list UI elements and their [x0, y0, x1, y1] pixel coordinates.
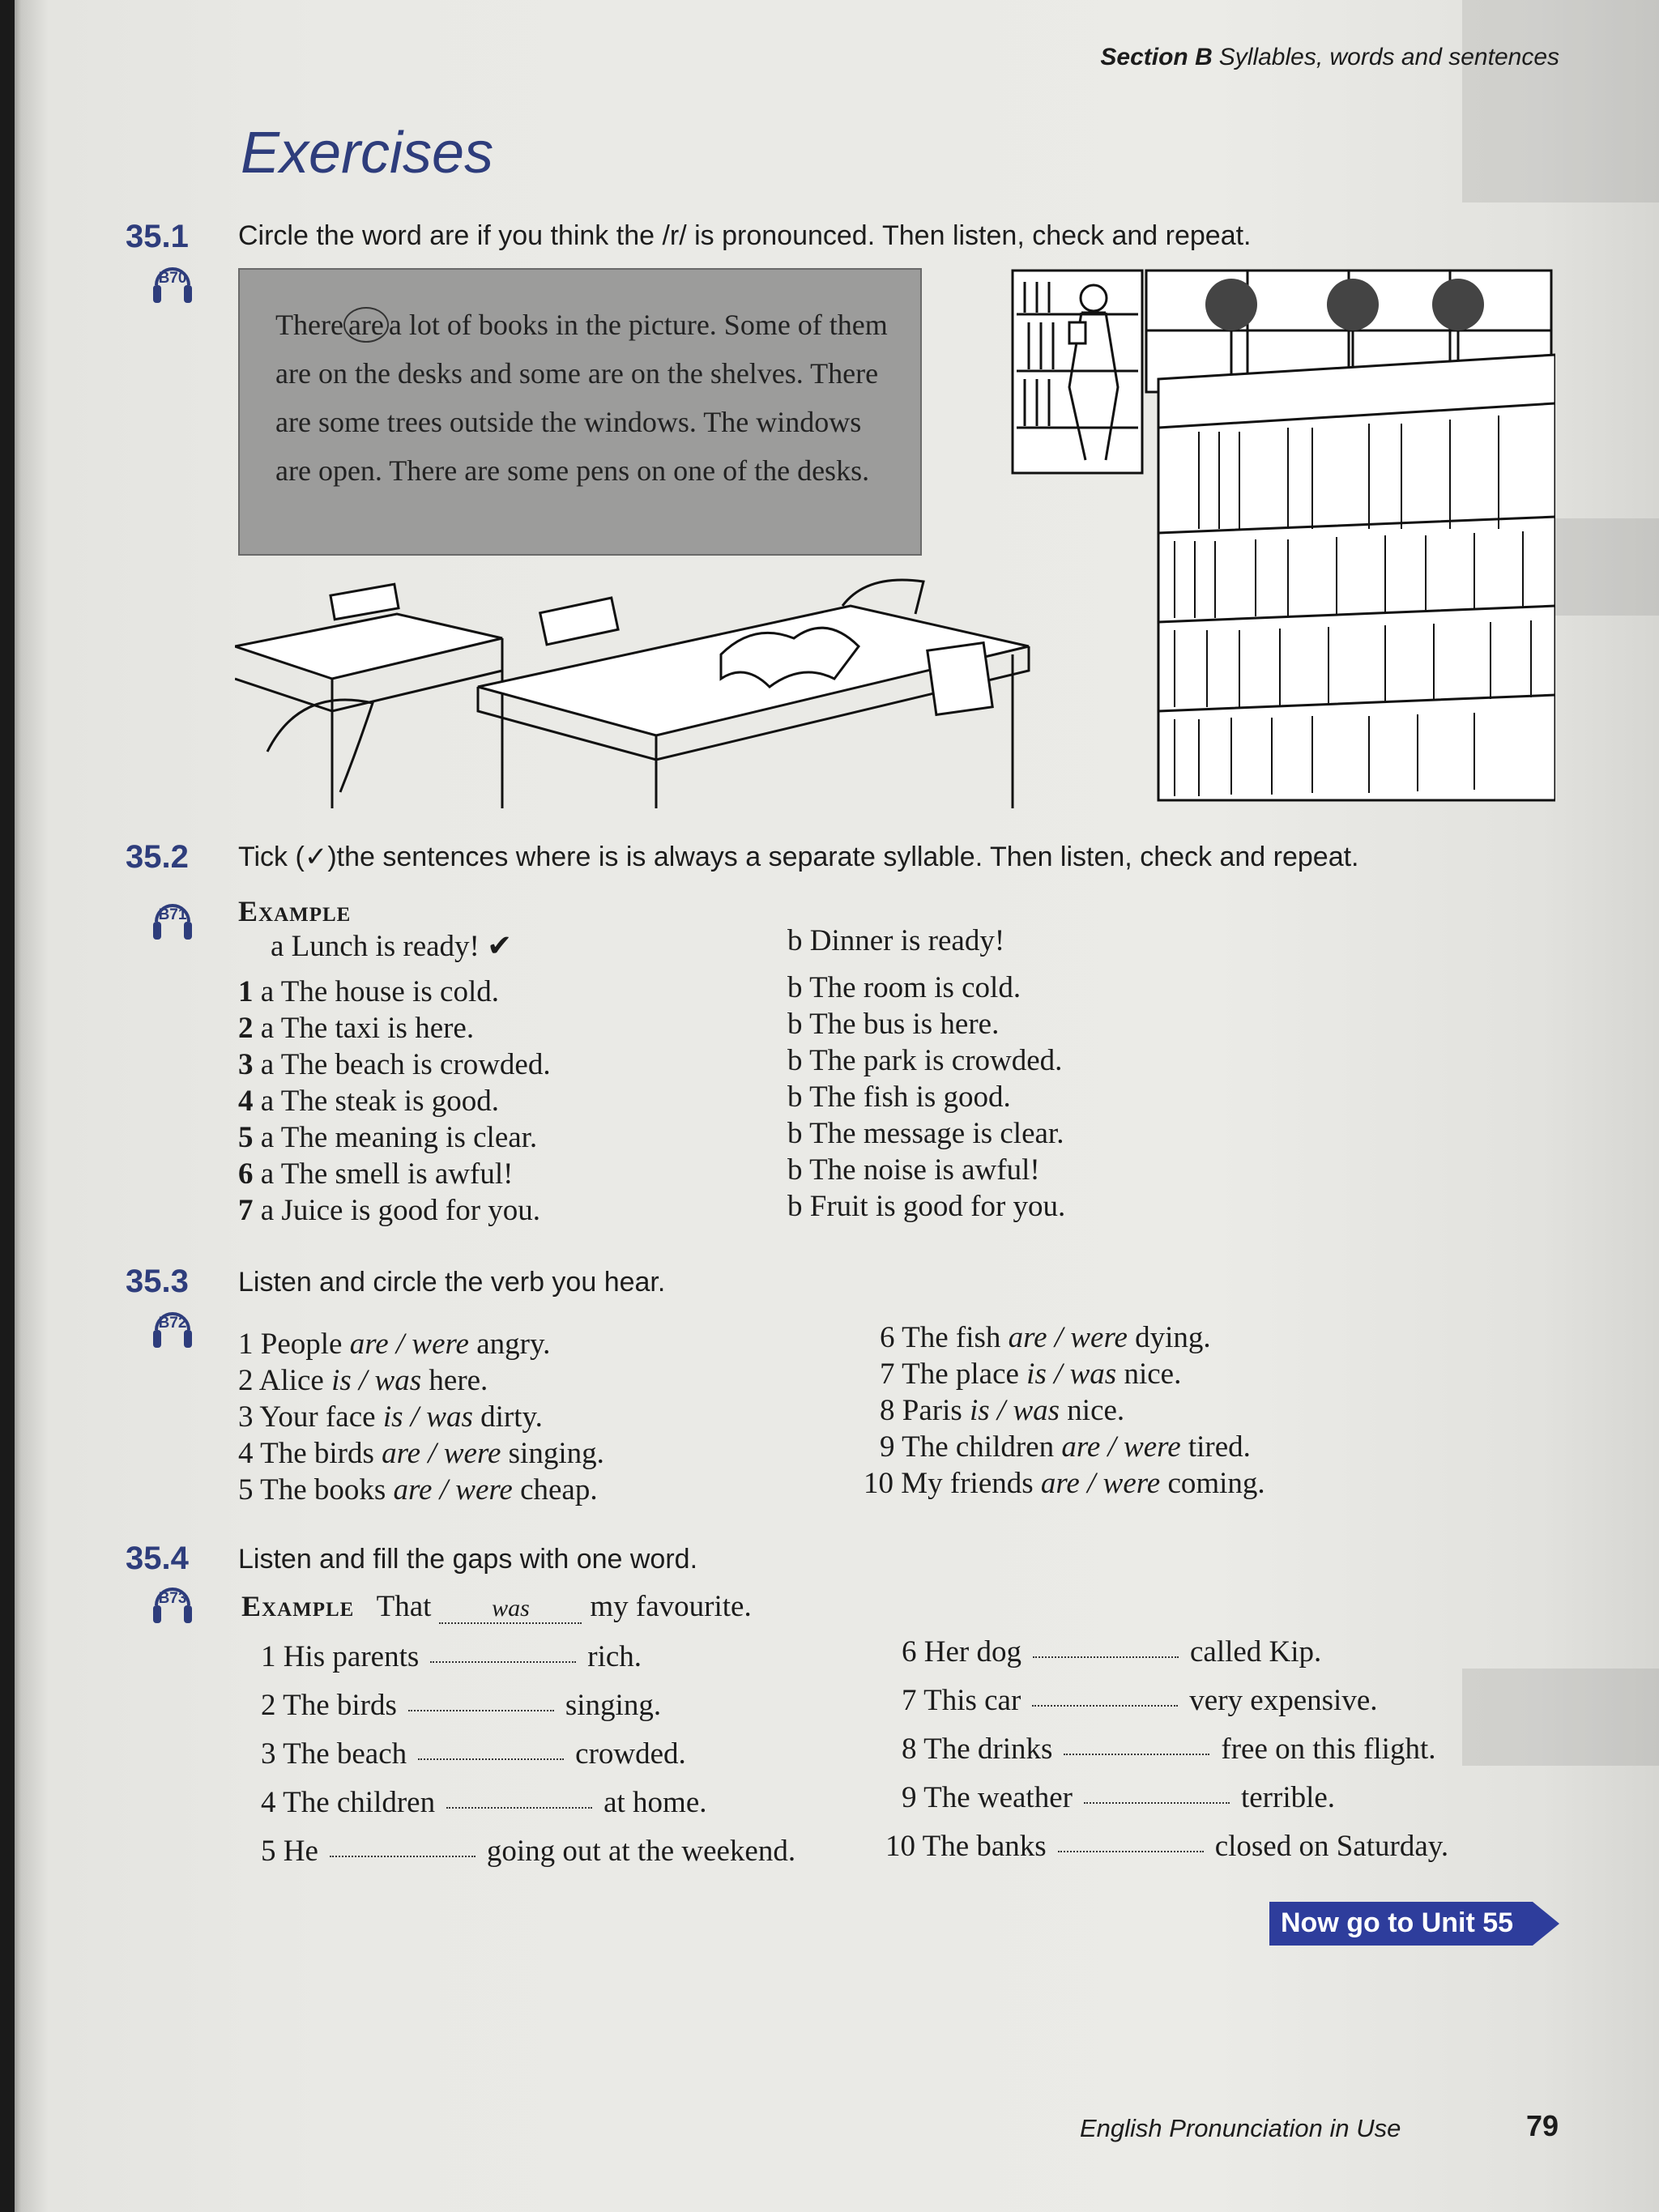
- audio-track-label: B71: [158, 906, 187, 923]
- list-item: 2 The birds singing.: [261, 1689, 662, 1722]
- exercise-number-35-4: 35.4: [126, 1541, 189, 1576]
- list-item[interactable]: 1 a The house is cold.: [238, 975, 499, 1008]
- list-item[interactable]: b The park is crowded.: [787, 1044, 1063, 1077]
- bleed-band: [1462, 1669, 1659, 1766]
- list-item: 8 The drinks free on this flight.: [902, 1733, 1436, 1766]
- list-item[interactable]: 9 The children are / were tired.: [880, 1430, 1251, 1464]
- audio-track-label: B73: [158, 1590, 187, 1607]
- exercise-instruction-35-2: Tick (✓)the sentences where is is always a separate syllable. Then listen, check and repeat.: [238, 842, 1359, 872]
- list-item[interactable]: b The noise is awful!: [787, 1153, 1040, 1187]
- text-before: There: [275, 309, 343, 341]
- gap-field[interactable]: [418, 1757, 564, 1760]
- list-item[interactable]: b The message is clear.: [787, 1117, 1064, 1150]
- page-title: Exercises: [241, 121, 494, 185]
- exercise-text-box: [238, 268, 922, 556]
- list-item[interactable]: 5 a The meaning is clear.: [238, 1121, 538, 1154]
- list-item: 9 The weather terrible.: [902, 1781, 1336, 1814]
- gap-field[interactable]: [1064, 1752, 1209, 1755]
- example-b: b Dinner is ready!: [787, 924, 1005, 957]
- go-to-unit-label: Now go to Unit 55: [1281, 1907, 1514, 1938]
- gap-field[interactable]: [330, 1854, 476, 1857]
- list-item: 3 The beach crowded.: [261, 1737, 686, 1771]
- list-item[interactable]: 6 a The smell is awful!: [238, 1157, 514, 1191]
- gap-field[interactable]: [1084, 1801, 1230, 1804]
- list-item[interactable]: 10 My friends are / were coming.: [864, 1467, 1265, 1500]
- list-item[interactable]: 8 Paris is / was nice.: [880, 1394, 1125, 1427]
- gap-field[interactable]: [446, 1805, 592, 1809]
- circled-word: are: [343, 307, 389, 343]
- example-heading: Example: [241, 1590, 355, 1622]
- list-item: 6 Her dog called Kip.: [902, 1635, 1322, 1669]
- gap-field[interactable]: [430, 1660, 576, 1663]
- running-header: [1100, 44, 1559, 71]
- section-subtitle: Syllables, words and sentences: [1218, 44, 1559, 70]
- exercise-number-35-2: 35.2: [126, 839, 189, 875]
- gap-field[interactable]: [408, 1708, 554, 1711]
- gap-field[interactable]: [1058, 1849, 1204, 1852]
- exercise-instruction-35-1: Circle the word are if you think the /r/ is pronounced. Then listen, check and repeat.: [238, 220, 1252, 251]
- bleed-band: [1462, 0, 1659, 202]
- section-label: Section B: [1100, 44, 1213, 70]
- list-item[interactable]: 5 The books are / were cheap.: [238, 1473, 598, 1507]
- audio-track-icon[interactable]: [148, 261, 197, 308]
- list-item: 10 The banks closed on Saturday.: [885, 1830, 1449, 1863]
- example-heading: Example: [238, 895, 352, 927]
- list-item: 1 His parents rich.: [261, 1640, 642, 1673]
- list-item[interactable]: 2 a The taxi is here.: [238, 1012, 475, 1045]
- audio-track-icon[interactable]: [148, 897, 197, 944]
- example-line: Example That was my favourite.: [241, 1590, 752, 1623]
- audio-track-label: B72: [158, 1315, 187, 1332]
- list-item[interactable]: 4 The birds are / were singing.: [238, 1437, 604, 1470]
- text-after: a lot of books in the picture. Some of them are on the desks and some are on the shelves. There are some trees outside the windows. The windows are open. There are some pens on one of the desks.: [275, 309, 888, 487]
- list-item[interactable]: 3 a The beach is crowded.: [238, 1048, 551, 1081]
- list-item[interactable]: 4 a The steak is good.: [238, 1085, 499, 1118]
- example-answer: was: [439, 1595, 582, 1624]
- audio-track-icon[interactable]: [148, 1306, 197, 1353]
- list-item[interactable]: 1 People are / were angry.: [238, 1328, 551, 1361]
- page-spine: [0, 0, 15, 2212]
- list-item[interactable]: 3 Your face is / was dirty.: [238, 1400, 543, 1434]
- exercise-number-35-3: 35.3: [126, 1264, 189, 1299]
- exercise-instruction-35-3: Listen and circle the verb you hear.: [238, 1267, 666, 1298]
- exercise-instruction-35-4: Listen and fill the gaps with one word.: [238, 1544, 698, 1575]
- list-item[interactable]: 6 The fish are / were dying.: [880, 1321, 1211, 1354]
- list-item[interactable]: 2 Alice is / was here.: [238, 1364, 488, 1397]
- list-item[interactable]: b The fish is good.: [787, 1080, 1011, 1114]
- audio-track-icon[interactable]: [148, 1581, 197, 1628]
- example-a: a Lunch is ready! ✔: [271, 930, 513, 963]
- page-number: 79: [1526, 2109, 1559, 2142]
- exercise-number-35-1: 35.1: [126, 219, 189, 254]
- book-title-footer: English Pronunciation in Use: [1080, 2114, 1401, 2142]
- gap-field[interactable]: [1033, 1655, 1179, 1658]
- list-item[interactable]: b The bus is here.: [787, 1008, 1000, 1041]
- list-item[interactable]: b The room is cold.: [787, 971, 1021, 1004]
- list-item[interactable]: 7 The place is / was nice.: [880, 1357, 1182, 1391]
- gap-field[interactable]: [1032, 1703, 1178, 1707]
- list-item: 7 This car very expensive.: [902, 1684, 1378, 1717]
- go-to-unit-link[interactable]: [1269, 1902, 1561, 1946]
- list-item[interactable]: 7 a Juice is good for you.: [238, 1194, 541, 1227]
- list-item: 5 He going out at the weekend.: [261, 1835, 796, 1868]
- list-item: 4 The children at home.: [261, 1786, 707, 1819]
- audio-track-label: B70: [158, 270, 187, 287]
- list-item[interactable]: b Fruit is good for you.: [787, 1190, 1066, 1223]
